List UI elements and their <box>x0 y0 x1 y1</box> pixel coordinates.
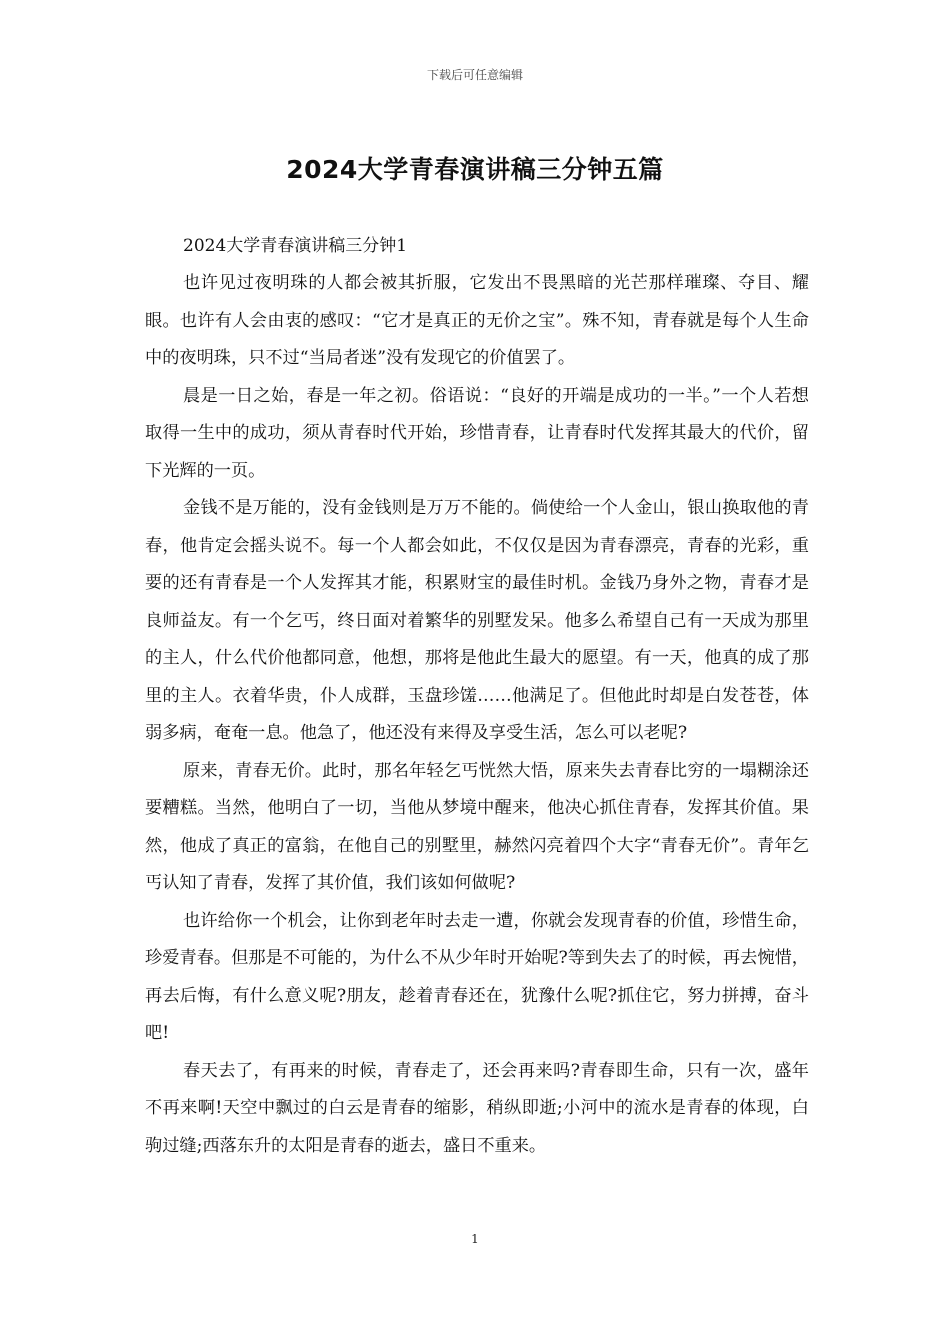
paragraph-3: 金钱不是万能的，没有金钱则是万万不能的。倘使给一个人金山，银山换取他的青春，他肯定会摇头说不。每一个人都会如此，不仅仅是因为青春漂亮，青春的光彩，重要的还有青春是一个人发挥其才能，积累财宝的最佳时机。金钱乃身外之物，青春才是良师益友。有一个乞丐，终日面对着繁华的别墅发呆。他多么希望自己有一天成为那里的主人，什么代价他都同意，他想，那将是他此生最大的愿望。有一天，他真的成了那里的主人。衣着华贵，仆人成群，玉盘珍馐……他满足了。但他此时却是白发苍苍，体弱多病，奄奄一息。他急了，他还没有来得及享受生活，怎么可以老呢? <box>145 498 809 743</box>
paragraph-5: 也许给你一个机会，让你到老年时去走一遭，你就会发现青春的价值，珍惜生命，珍爱青春。但那是不可能的，为什么不从少年时开始呢?等到失去了的时候，再去惋惜，再去后悔，有什么意义呢?朋友，趁着青春还在，犹豫什么呢?抓住它，努力拼搏，奋斗吧! <box>145 910 809 1043</box>
paragraph-1: 也许见过夜明珠的人都会被其折服，它发出不畏黑暗的光芒那样璀璨、夺目、耀眼。也许有人会由衷的感叹：“它才是真正的无价之宝”。殊不知，青春就是每个人生命中的夜明珠，只不过“当局者迷”没有发现它的价值罢了。 <box>145 273 809 368</box>
page-number: 1 <box>471 1232 479 1246</box>
paragraph-2: 晨是一日之始，春是一年之初。俗语说：“良好的开端是成功的一半。”一个人若想取得一生中的成功，须从青春时代开始，珍惜青春，让青春时代发挥其最大的代价，留下光辉的一页。 <box>145 385 809 481</box>
page-header-note: 下载后可任意编辑 <box>426 68 523 82</box>
paragraph-4: 原来，青春无价。此时，那名年轻乞丐恍然大悟，原来失去青春比穷的一塌糊涂还要糟糕。当然，他明白了一切，当他从梦境中醒来，他决心抓住青春，发挥其价值。果然，他成了真正的富翁，在他自己的别墅里，赫然闪亮着四个大字“青春无价”。青年乞丐认知了青春，发挥了其价值，我们该如何做呢? <box>145 760 809 893</box>
document-body <box>145 228 809 1165</box>
paragraph-6: 春天去了，有再来的时候，青春走了，还会再来吗?青春即生命，只有一次，盛年不再来啊!天空中飘过的白云是青春的缩影，稍纵即逝;小河中的流水是青春的体现，白驹过缝;西落东升的太阳是青春的逝去，盛日不重来。 <box>145 1060 809 1156</box>
section-subtitle: 2024大学青春演讲稿三分钟1 <box>183 236 408 256</box>
document-title: 2024大学青春演讲稿三分钟五篇 <box>286 155 664 184</box>
